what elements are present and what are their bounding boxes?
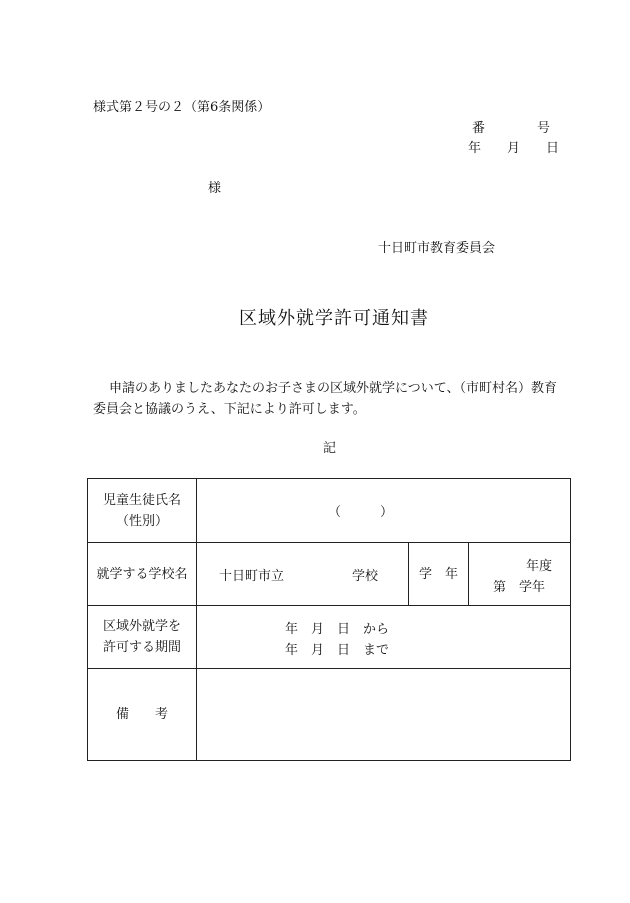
ki-heading: 記 [323,441,337,456]
document-number: 番 号 [472,121,551,136]
table-row-student [88,479,571,543]
student-name-label-cell [88,479,197,543]
grade-value-cell [469,543,571,606]
student-name-label: 児童生徒氏名 [102,492,181,508]
school-suffix: 学校 [352,569,379,584]
body-line-2: 委員会と協議のうえ、下記により許可します。 [93,402,366,417]
period-value-cell [197,606,571,669]
table-row-school [88,543,571,606]
grade-value: 第 学年 [493,580,546,595]
period-label-line-2: 許可する期間 [102,640,181,655]
student-name-value-cell [197,479,571,543]
period-label-line-1: 区域外就学を [102,619,181,634]
form-number: 様式第２号の２（第6条関係） [93,100,271,115]
addressee-suffix: 様 [208,181,222,196]
period-to: 年 月 日 まで [285,643,390,658]
document-title: 区域外就学許可通知書 [239,308,429,329]
gender-label: （性別） [115,513,168,529]
fiscal-year-suffix: 年度 [526,559,553,574]
period-from: 年 月 日 から [285,622,390,637]
period-label-cell [88,606,197,669]
remarks-label: 備 考 [88,669,197,761]
body-line-1: 申請のありましたあなたのお子さまの区域外就学について、（市町村名）教育 [109,381,557,396]
table-row-remarks [88,669,571,761]
table-row-period [88,606,571,669]
school-prefix: 十日町市立 [219,569,285,584]
school-name-cell [197,543,409,606]
student-name-gender-blank: （ ） [328,505,394,520]
issuer-name: 十日町市教育委員会 [378,241,496,256]
document-date: 年 月 日 [468,141,560,156]
permission-table [87,478,571,761]
remarks-value-cell [197,669,571,761]
grade-label: 学 年 [409,543,469,606]
school-name-label: 就学する学校名 [88,543,197,606]
